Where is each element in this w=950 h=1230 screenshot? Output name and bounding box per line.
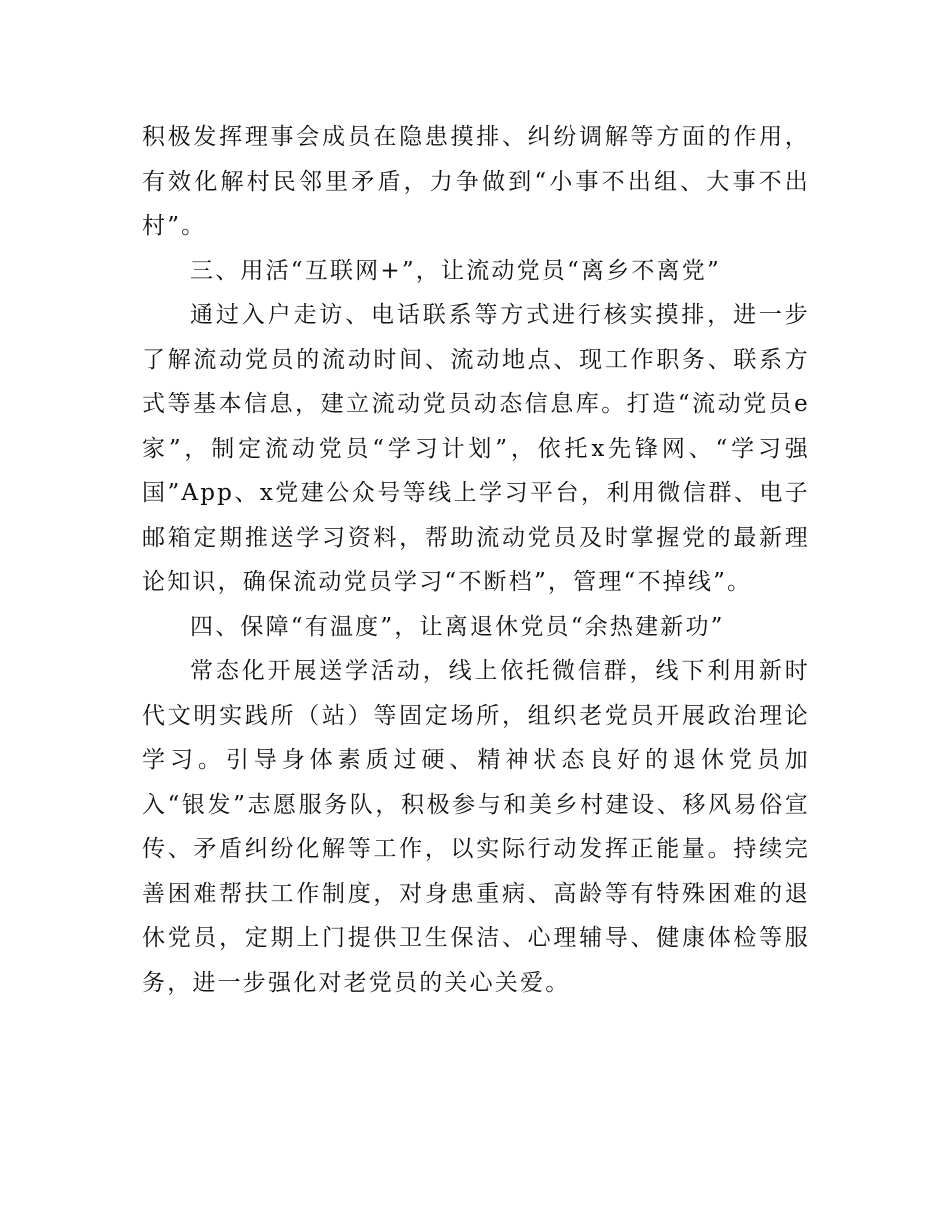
- section-heading-3: 三、用活“互联网+”，让流动党员“离乡不离党”: [190, 257, 721, 284]
- paragraph-continuation: 积极发挥理事会成员在隐患摸排、纠纷调解等方面的作用，有效化解村民邻里矛盾，力争做到“小事不出组、大事不出村”。: [142, 124, 810, 239]
- section-heading-4: 四、保障“有温度”，让离退休党员“余热建新功”: [190, 613, 725, 640]
- paragraph-section-4: 常态化开展送学活动，线上依托微信群，线下利用新时代文明实践所（站）等固定场所，组织老党员开展政治理论学习。引导身体素质过硬、精神状态良好的退休党员加入“银发”志愿服务队，积极参与和美乡村建设、移风易俗宣传、矛盾纠纷化解等工作，以实际行动发挥正能量。持续完善困难帮扶工作制度，对身患重病、高龄等有特殊困难的退休党员，定期上门提供卫生保洁、心理辅导、健康体检等服务，进一步强化对老党员的关心关爱。: [142, 658, 810, 996]
- paragraph-section-3: 通过入户走访、电话联系等方式进行核实摸排，进一步了解流动党员的流动时间、流动地点、现工作职务、联系方式等基本信息，建立流动党员动态信息库。打造“流动党员e家”，制定流动党员“学习计划”，依托x先锋网、“学习强国”App、x党建公众号等线上学习平台，利用微信群、电子邮箱定期推送学习资料，帮助流动党员及时掌握党的最新理论知识，确保流动党员学习“不断档”，管理“不掉线”。: [142, 302, 810, 595]
